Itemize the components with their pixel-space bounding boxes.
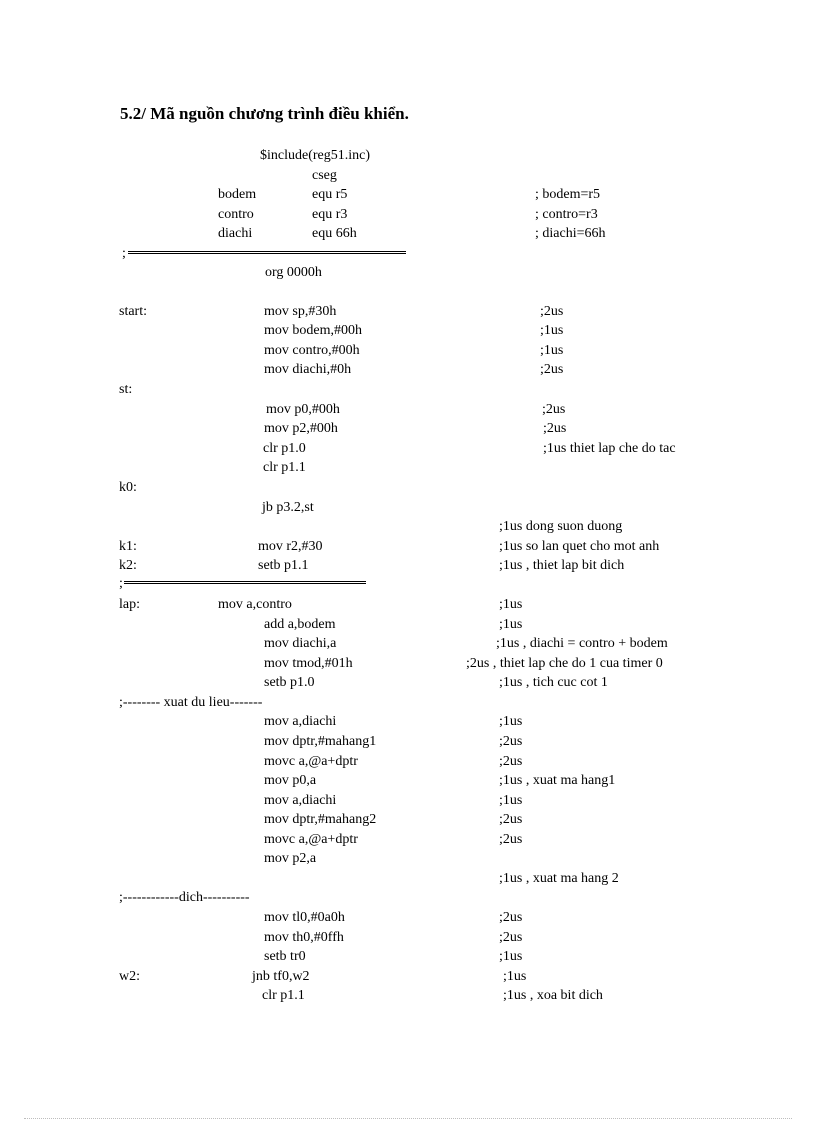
code-line: movc a,@a+dptr	[264, 832, 358, 847]
equ-name: diachi	[218, 226, 253, 241]
code-line: mov tmod,#01h	[264, 656, 353, 671]
equ-name: contro	[218, 207, 254, 222]
code-line: mov r2,#30	[258, 539, 323, 554]
code-comment: ;1us , xuat ma hang 2	[499, 871, 619, 886]
equ-comment: ; contro=r3	[535, 207, 598, 222]
separator-rule	[128, 251, 406, 254]
separator-semicolon: ;	[122, 246, 126, 261]
cseg-directive: cseg	[312, 168, 337, 183]
code-comment: ;2us	[499, 754, 523, 769]
label-lap: lap:	[119, 597, 140, 612]
label-k1: k1:	[119, 539, 137, 554]
equ-value: equ r3	[312, 207, 348, 222]
code-line: mov a,contro	[218, 597, 292, 612]
code-comment: ;1us , xuat ma hang1	[499, 773, 616, 788]
code-comment: ;2us	[499, 930, 523, 945]
code-comment: ;1us so lan quet cho mot anh	[499, 539, 660, 554]
code-comment: ;2us	[540, 362, 564, 377]
code-line: add a,bodem	[264, 617, 336, 632]
code-comment: ;2us	[499, 812, 523, 827]
label-start: start:	[119, 304, 147, 319]
code-comment: ;1us	[499, 597, 523, 612]
page-bottom-edge	[24, 1118, 792, 1119]
code-comment: ;1us , tich cuc cot 1	[499, 675, 608, 690]
code-comment: ;1us dong suon duong	[499, 519, 623, 534]
code-comment: ;1us	[499, 714, 523, 729]
code-comment: ;2us	[542, 402, 566, 417]
code-line: mov tl0,#0a0h	[264, 910, 345, 925]
code-comment: ;2us	[499, 734, 523, 749]
code-line: movc a,@a+dptr	[264, 754, 358, 769]
code-line: clr p1.0	[263, 441, 306, 456]
code-comment: ;2us	[499, 832, 523, 847]
equ-name: bodem	[218, 187, 257, 202]
equ-value: equ 66h	[312, 226, 357, 241]
section-heading: 5.2/ Mã nguồn chương trình điều khiển.	[120, 104, 409, 123]
code-comment: ;1us	[499, 949, 523, 964]
code-line: setb tr0	[264, 949, 306, 964]
label-w2: w2:	[119, 969, 140, 984]
code-comment: ;1us , diachi = contro + bodem	[496, 636, 668, 651]
code-comment: ;1us	[499, 617, 523, 632]
code-comment: ;2us	[499, 910, 523, 925]
label-st: st:	[119, 382, 133, 397]
code-comment: ;2us , thiet lap che do 1 cua timer 0	[466, 656, 663, 671]
code-comment: ;2us	[540, 304, 564, 319]
code-comment: ;2us	[543, 421, 567, 436]
code-comment: ;1us	[499, 793, 523, 808]
code-line: clr p1.1	[262, 988, 305, 1003]
org-directive: org 0000h	[265, 265, 322, 280]
code-comment: ;1us , thiet lap bit dich	[499, 558, 625, 573]
label-k0: k0:	[119, 480, 137, 495]
code-line: mov contro,#00h	[264, 343, 360, 358]
equ-comment: ; diachi=66h	[535, 226, 606, 241]
code-comment: ;1us , xoa bit dich	[503, 988, 603, 1003]
code-line: jb p3.2,st	[262, 500, 314, 515]
section-comment-dich: ;------------dich----------	[119, 890, 250, 905]
code-line: setb p1.0	[264, 675, 315, 690]
code-comment: ;1us	[540, 343, 564, 358]
code-line: mov p0,a	[264, 773, 317, 788]
separator-semicolon: ;	[119, 576, 123, 591]
code-line: mov dptr,#mahang2	[264, 812, 377, 827]
code-line: clr p1.1	[263, 460, 306, 475]
code-line: mov p2,a	[264, 851, 317, 866]
code-line: mov diachi,#0h	[264, 362, 352, 377]
code-line: mov p2,#00h	[264, 421, 338, 436]
code-comment: ;1us	[540, 323, 564, 338]
code-line: mov dptr,#mahang1	[264, 734, 377, 749]
code-line: mov diachi,a	[264, 636, 337, 651]
label-k2: k2:	[119, 558, 137, 573]
code-line: mov bodem,#00h	[264, 323, 362, 338]
code-comment: ;1us thiet lap che do tac	[543, 441, 676, 456]
code-line: mov a,diachi	[264, 714, 337, 729]
include-directive: $include(reg51.inc)	[260, 148, 371, 163]
code-line: mov p0,#00h	[266, 402, 340, 417]
separator-rule	[124, 581, 366, 584]
code-line: setb p1.1	[258, 558, 309, 573]
equ-value: equ r5	[312, 187, 348, 202]
equ-comment: ; bodem=r5	[535, 187, 601, 202]
code-line: mov th0,#0ffh	[264, 930, 344, 945]
section-comment-xuat: ;-------- xuat du lieu-------	[119, 695, 263, 710]
code-line: mov a,diachi	[264, 793, 337, 808]
code-line: mov sp,#30h	[264, 304, 337, 319]
code-line: jnb tf0,w2	[252, 969, 310, 984]
code-comment: ;1us	[503, 969, 527, 984]
